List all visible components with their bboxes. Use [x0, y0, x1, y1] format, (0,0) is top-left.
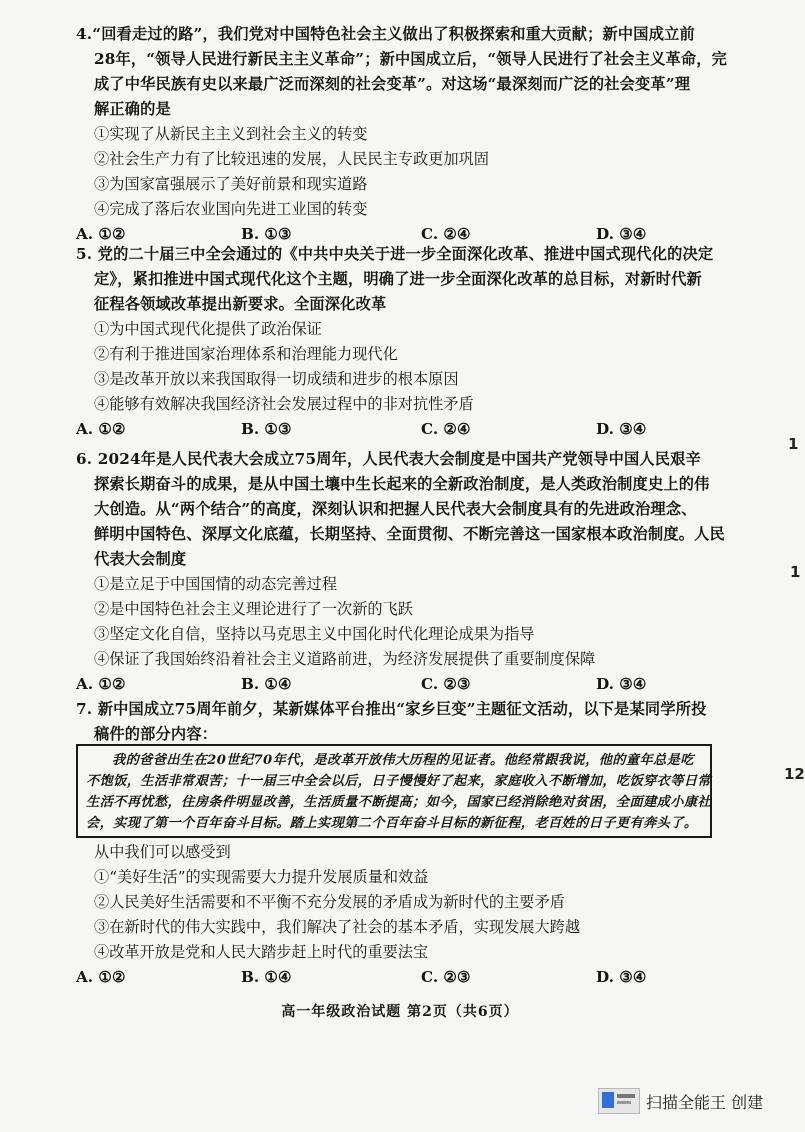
- choice-d: D. ③④: [596, 968, 647, 986]
- option-item: ③在新时代的伟大实践中，我们解决了社会的基本矛盾，实现发展大跨越: [94, 918, 580, 936]
- choice-b: B. ①④: [241, 675, 292, 693]
- choice-c: C. ②④: [421, 225, 471, 243]
- option-lead: 从中我们可以感受到: [94, 843, 231, 861]
- choice-b: B. ①③: [241, 420, 292, 438]
- option-item: ④保证了我国始终沿着社会主义道路前进，为经济发展提供了重要制度保障: [94, 650, 596, 668]
- margin-mark: 1: [788, 435, 799, 453]
- question-stem-line: 稿件的部分内容：: [94, 725, 218, 743]
- question-stem-line: 5. 党的二十届三中全会通过的《中共中央关于进一步全面深化改革、推进中国式现代化的决定: [76, 245, 714, 263]
- choice-b: B. ①④: [241, 968, 292, 986]
- margin-mark: 1: [790, 563, 801, 581]
- question-stem-line: 7. 新中国成立75周年前夕，某新媒体平台推出“家乡巨变”主题征文活动，以下是某同学所投: [76, 700, 707, 718]
- question-stem-line: 成了中华民族有史以来最广泛而深刻的社会变革”。对这场“最深刻而广泛的社会变革”理: [94, 75, 691, 93]
- option-item: ②人民美好生活需要和不平衡不充分发展的矛盾成为新时代的主要矛盾: [94, 893, 565, 911]
- choice-d: D. ③④: [596, 420, 647, 438]
- option-item: ①“美好生活”的实现需要大力提升发展质量和效益: [94, 868, 429, 886]
- page-footer: 高一年级政治试题 第2页（共6页）: [281, 1004, 519, 1020]
- option-item: ②有利于推进国家治理体系和治理能力现代化: [94, 345, 398, 363]
- question-6: [76, 447, 725, 697]
- question-5: [76, 242, 716, 442]
- watermark-text: 扫描全能王 创建: [646, 1092, 764, 1112]
- question-stem-line: 解正确的是: [94, 100, 171, 118]
- passage-box: [76, 744, 712, 838]
- choice-c: C. ②④: [421, 420, 471, 438]
- choice-a: A. ①②: [76, 225, 126, 243]
- passage-line: 不饱饭，生活非常艰苦；十一届三中全会以后，日子慢慢好了起来，家庭收入不断增加，吃饭穿衣等日常: [86, 774, 712, 789]
- question-stem-line: 探索长期奋斗的成果，是从中国土壤中生长起来的全新政治制度，是人类政治制度史上的伟: [94, 475, 710, 493]
- option-item: ②是中国特色社会主义理论进行了一次新的飞跃: [94, 600, 413, 618]
- question-7: [76, 697, 716, 747]
- option-item: ③为国家富强展示了美好前景和现实道路: [94, 175, 368, 193]
- choice-c: C. ②③: [421, 968, 471, 986]
- margin-mark: 12: [784, 765, 805, 783]
- option-item: ④改革开放是党和人民大踏步赶上时代的重要法宝: [94, 943, 429, 961]
- question-stem-line: 代表大会制度: [94, 550, 187, 568]
- question-stem-line: 鲜明中国特色、深厚文化底蕴，长期坚持、全面贯彻、不断完善这一国家根本政治制度。人民: [94, 525, 725, 543]
- option-item: ①为中国式现代化提供了政治保证: [94, 320, 322, 338]
- question-stem-line: 征程各领域改革提出新要求。全面深化改革: [94, 295, 387, 313]
- answer-choices: [76, 672, 716, 697]
- choice-a: A. ①②: [76, 968, 126, 986]
- choice-d: D. ③④: [596, 225, 647, 243]
- passage-line: 生活不再忧愁，住房条件明显改善，生活质量不断提高；如今，国家已经消除绝对贫困，全面建成小康社: [86, 795, 712, 810]
- option-item: ②社会生产力有了比较迅速的发展，人民民主专政更加巩固: [94, 150, 489, 168]
- question-4: [76, 22, 728, 247]
- question-stem-line: 4.“回看走过的路”，我们党对中国特色社会主义做出了积极探索和重大贡献；新中国成立前: [76, 25, 695, 43]
- option-item: ③是改革开放以来我国取得一切成绩和进步的根本原因: [94, 370, 459, 388]
- answer-choices: [76, 965, 716, 990]
- choice-c: C. ②③: [421, 675, 471, 693]
- scanner-watermark: [598, 1088, 763, 1114]
- option-item: ①实现了从新民主主义到社会主义的转变: [94, 125, 368, 143]
- question-7-options: [76, 840, 716, 990]
- question-stem-line: 28年，“领导人民进行新民主主义革命”；新中国成立后，“领导人民进行了社会主义革命，完: [94, 50, 728, 68]
- option-item: ③坚定文化自信，坚持以马克思主义中国化时代化理论成果为指导: [94, 625, 535, 643]
- option-item: ①是立足于中国国情的动态完善过程: [94, 575, 337, 593]
- passage-line: 我的爸爸出生在20世纪70年代，是改革开放伟大历程的见证者。他经常跟我说，他的童年总是吃: [112, 753, 694, 768]
- answer-choices: [76, 417, 716, 442]
- option-item: ④能够有效解决我国经济社会发展过程中的非对抗性矛盾: [94, 395, 474, 413]
- question-stem-line: 定》，紧扣推进中国式现代化这个主题，明确了进一步全面深化改革的总目标，对新时代新: [94, 270, 702, 288]
- choice-d: D. ③④: [596, 675, 647, 693]
- choice-a: A. ①②: [76, 675, 126, 693]
- question-stem-line: 大创造。从“两个结合”的高度，深刻认识和把握人民代表大会制度具有的先进政治理念、: [94, 500, 697, 518]
- choice-b: B. ①③: [241, 225, 292, 243]
- passage-line: 会，实现了第一个百年奋斗目标。踏上实现第二个百年奋斗目标的新征程，老百姓的日子更有奔头了。: [86, 816, 698, 831]
- option-item: ④完成了落后农业国向先进工业国的转变: [94, 200, 368, 218]
- choice-a: A. ①②: [76, 420, 126, 438]
- question-stem-line: 6. 2024年是人民代表大会成立75周年，人民代表大会制度是中国共产党领导中国人民艰辛: [76, 450, 701, 468]
- camscanner-logo-icon: [598, 1088, 640, 1114]
